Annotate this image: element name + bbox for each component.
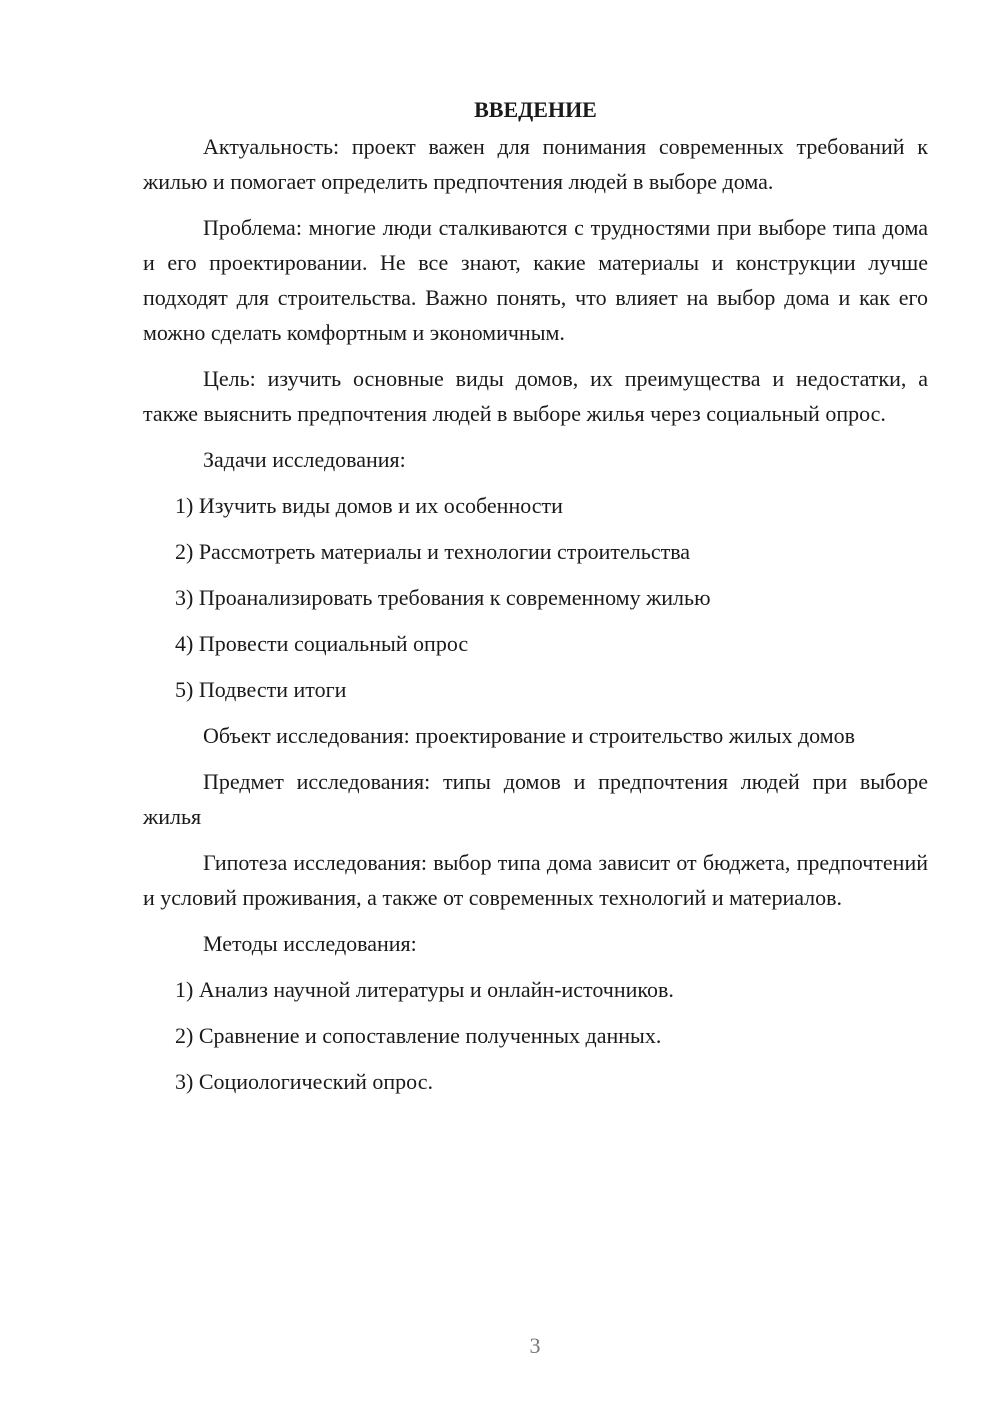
object-paragraph: Объект исследования: проектирование и строительство жилых домов	[203, 723, 856, 748]
list-item: 2) Рассмотреть материалы и технологии строительства	[175, 539, 691, 564]
page-number: 3	[529, 1333, 541, 1358]
hypothesis-paragraph: Гипотеза исследования: выбор типа дома зависит от бюджета, предпочтений и условий проживания, а также от современных технологий и материалов.	[143, 850, 928, 910]
document-page	[143, 92, 928, 1099]
list-item: 3) Социологический опрос.	[175, 1069, 433, 1094]
tasks-heading: Задачи исследования:	[203, 447, 406, 472]
list-item: 5) Подвести итоги	[175, 677, 347, 702]
subject-paragraph: Предмет исследования: типы домов и предпочтения людей при выборе жилья	[143, 769, 928, 829]
methods-heading: Методы исследования:	[203, 931, 417, 956]
list-item: 3) Проанализировать требования к современному жилью	[175, 585, 711, 610]
tasks-list	[143, 488, 928, 707]
list-item: 1) Анализ научной литературы и онлайн-источников.	[175, 977, 674, 1002]
problem-paragraph: Проблема: многие люди сталкиваются с трудностями при выборе типа дома и его проектировании. Не все знают, какие материалы и конструкции лучше подходят для строительства. Важно понять, что влияет на выбор дома и как его можно сделать комфортным и экономичным.	[143, 215, 928, 345]
list-item: 4) Провести социальный опрос	[175, 631, 469, 656]
page-title: ВВЕДЕНИЕ	[474, 97, 597, 122]
relevance-paragraph: Актуальность: проект важен для понимания современных требований к жилью и помогает определить предпочтения людей в выборе дома.	[143, 134, 928, 194]
list-item: 2) Сравнение и сопоставление полученных данных.	[175, 1023, 662, 1048]
methods-list	[143, 972, 928, 1099]
goal-paragraph: Цель: изучить основные виды домов, их преимущества и недостатки, а также выяснить предпочтения людей в выборе жилья через социальный опрос.	[143, 366, 928, 426]
list-item: 1) Изучить виды домов и их особенности	[175, 493, 563, 518]
